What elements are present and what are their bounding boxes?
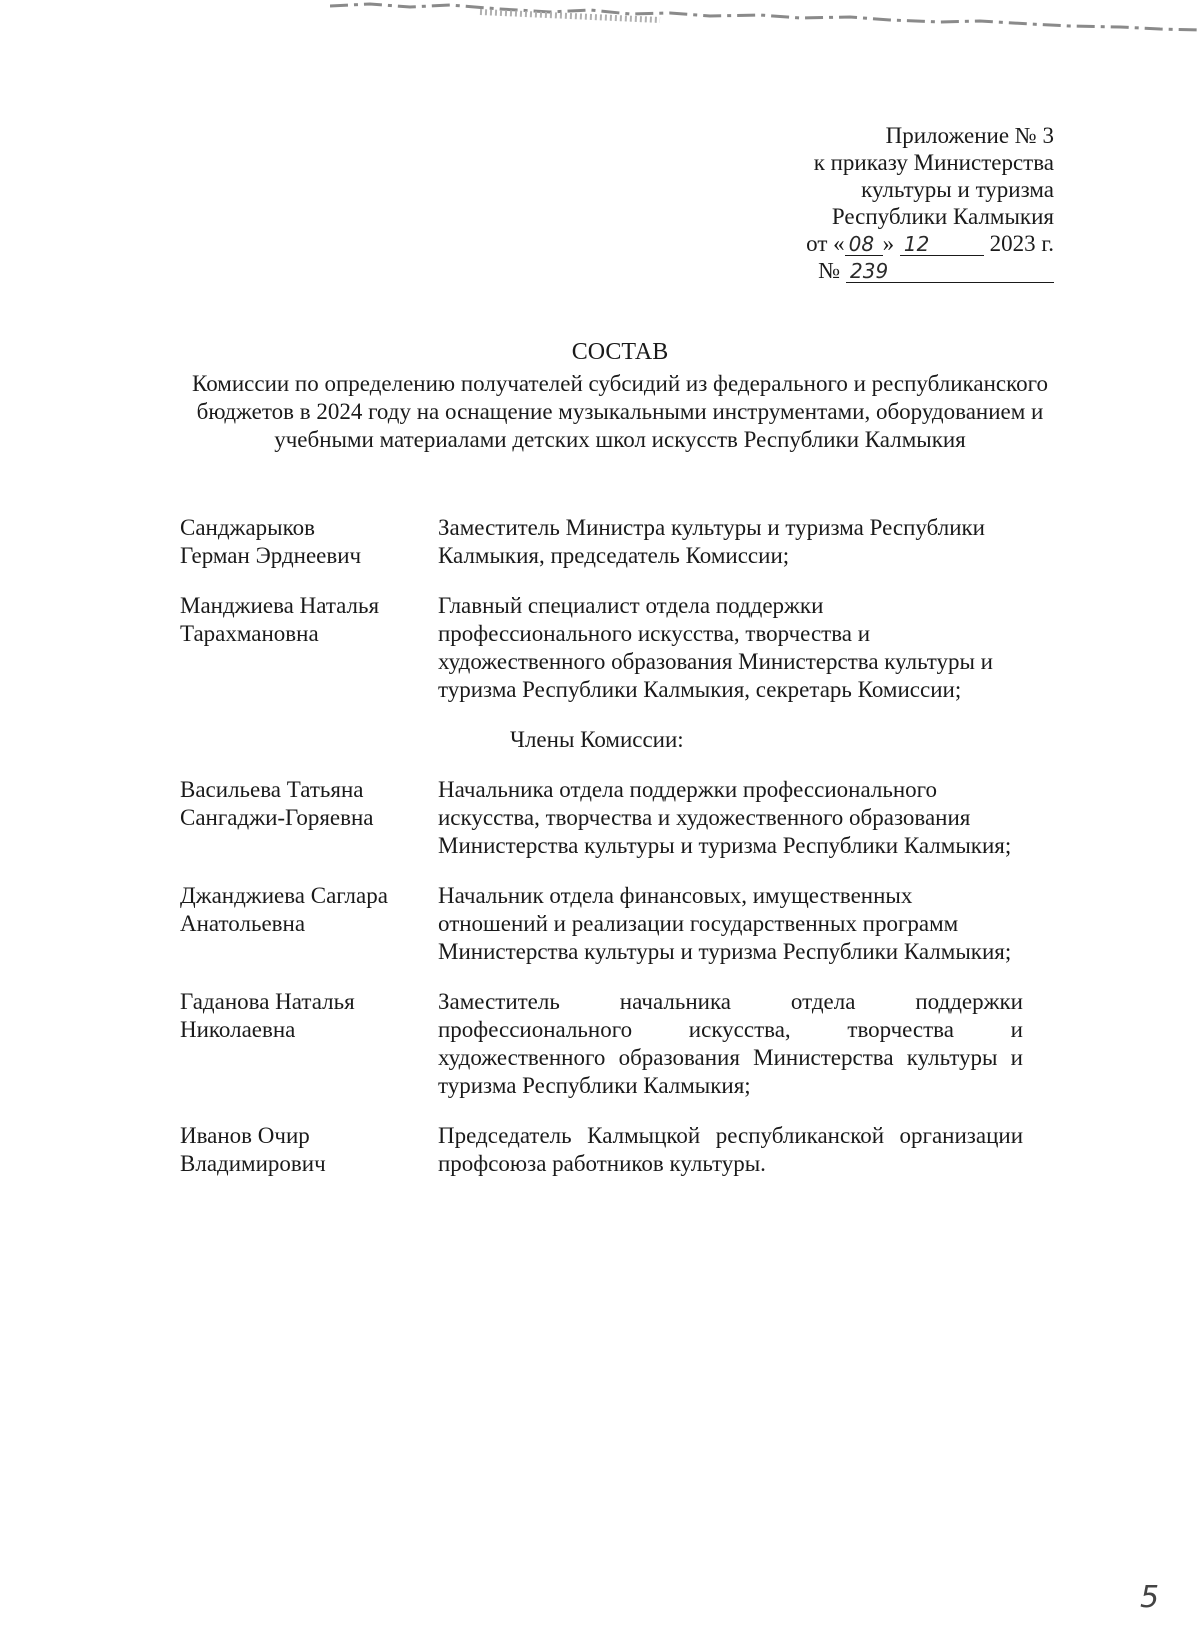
appendix-date-line [806, 230, 1054, 257]
appendix-number: Приложение № 3 [885, 123, 1054, 148]
member-given-names: Анатольевна [180, 911, 306, 936]
appendix-order-line: к приказу Министерства [813, 150, 1054, 175]
number-prefix: № [818, 258, 841, 283]
handwritten-page-number: 5 [1140, 1580, 1160, 1615]
member-name [180, 988, 438, 1100]
member-role: Заместитель Министра культуры и туризма Республики Калмыкия, председатель Комиссии; [438, 515, 985, 568]
member-given-names: Тарахмановна [180, 621, 319, 646]
member-name [180, 776, 438, 860]
appendix-republic-line: Республики Калмыкия [831, 204, 1054, 229]
date-month-handwritten: 12 [900, 233, 984, 256]
member-role: Председатель Калмыцкой республиканской организации профсоюза работников культуры. [438, 1123, 1023, 1176]
member-role: Начальник отдела финансовых, имущественных отношений и реализации государственных программ Министерства культуры и туризма Республики Калмыкия; [438, 883, 1012, 964]
member-row-chair [180, 514, 1030, 570]
member-surname: Васильева Татьяна [180, 777, 364, 802]
order-number-handwritten: 239 [846, 260, 1054, 283]
appendix-number-line [806, 257, 1054, 284]
member-row [180, 776, 1030, 860]
member-surname: Манджиева Наталья [180, 593, 380, 618]
date-prefix: от « [806, 231, 845, 256]
member-row [180, 882, 1030, 966]
commission-members [180, 514, 1030, 1178]
appendix-ministry-line: культуры и туризма [861, 177, 1054, 202]
document-subtitle: Комиссии по определению получателей субсидий из федерального и республиканского бюджетов в 2024 году на оснащение музыкальными инструментами, оборудованием и учебными материалами детских школ искусств Республики Калмыкия [192, 371, 1048, 452]
scan-edge-artifact [330, 0, 1200, 46]
appendix-reference [806, 122, 1054, 284]
member-name [180, 514, 438, 570]
member-given-names: Владимирович [180, 1151, 326, 1176]
member-row-secretary [180, 592, 1030, 704]
member-name [180, 592, 438, 704]
members-subheading: Члены Комиссии: [510, 727, 684, 752]
member-surname: Санджарыков [180, 515, 315, 540]
member-role: Заместитель начальника отдела поддержки профессионального искусства, творчества и художественного образования Министерства культуры и туризма Республики Калмыкия; [438, 989, 1023, 1098]
member-given-names: Николаевна [180, 1017, 296, 1042]
document-title: СОСТАВ [571, 339, 669, 365]
member-given-names: Герман Эрднеевич [180, 543, 362, 568]
member-name [180, 882, 438, 966]
member-row [180, 988, 1030, 1100]
member-name [180, 1122, 438, 1178]
member-role: Начальника отдела поддержки профессионального искусства, творчества и художественного образования Министерства культуры и туризма Республики Калмыкия; [438, 777, 1012, 858]
member-surname: Джанджиева Саглара [180, 883, 388, 908]
member-given-names: Сангаджи-Горяевна [180, 805, 374, 830]
date-year: 2023 г. [989, 231, 1054, 256]
date-mid: » [882, 231, 895, 256]
date-day-handwritten: 08 [845, 233, 883, 256]
member-role: Главный специалист отдела поддержки профессионального искусства, творчества и художественного образования Министерства культуры и туризма Республики Калмыкия, секретарь Комиссии; [438, 593, 993, 702]
member-row [180, 1122, 1030, 1178]
document-heading [190, 338, 1050, 454]
member-surname: Иванов Очир [180, 1123, 310, 1148]
member-surname: Гаданова Наталья [180, 989, 355, 1014]
